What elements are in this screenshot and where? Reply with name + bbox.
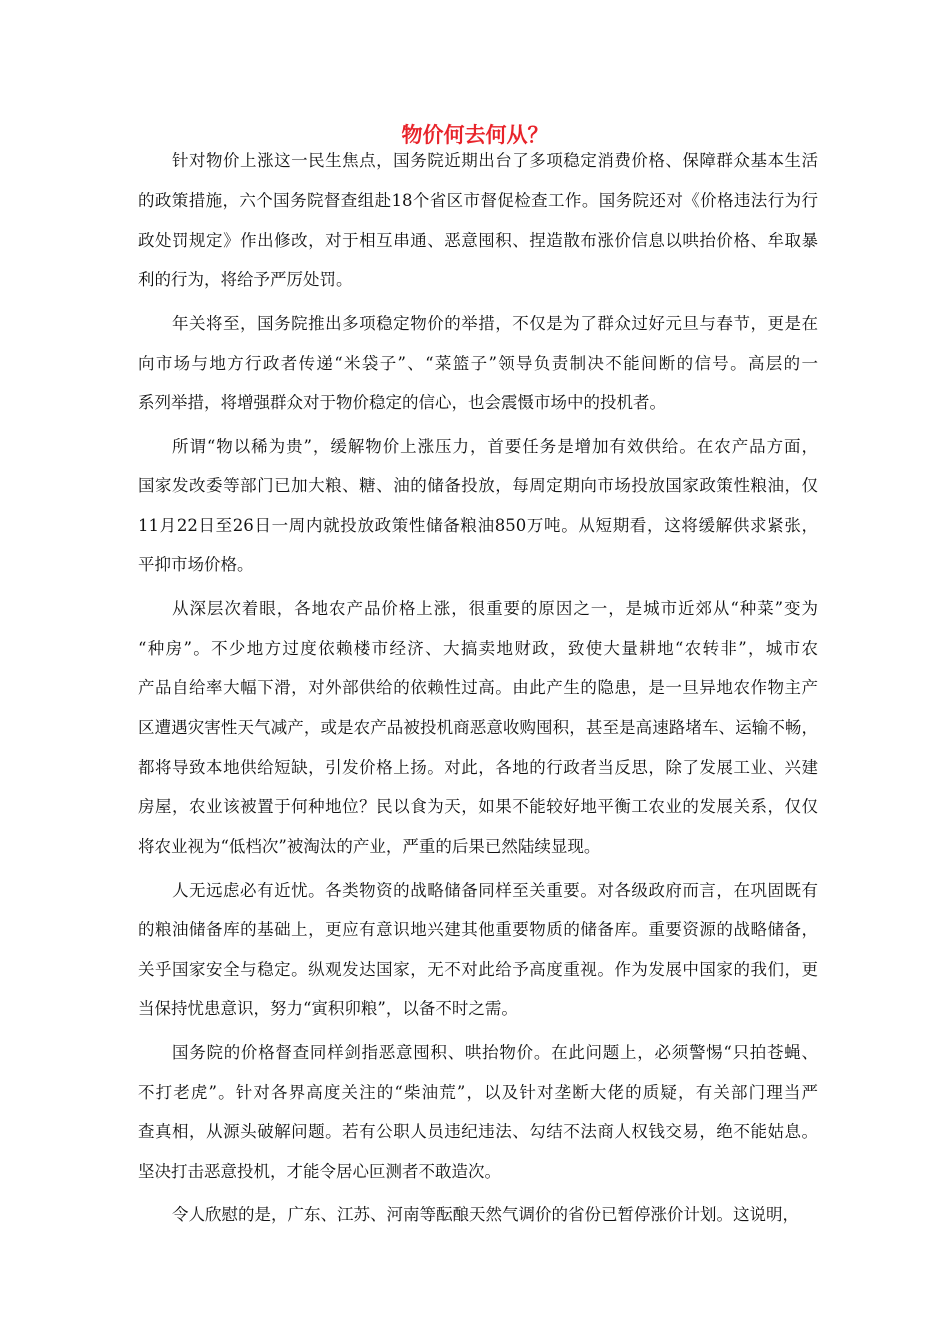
paragraph-3-line-2: 国家发改委等部门已加大粮、糖、油的储备投放，每周定期向市场投放国家政策性粮油，仅: [138, 476, 818, 495]
paragraph-5-line-1: 人无远虑必有近忧。各类物资的战略储备同样至关重要。对各级政府而言，在巩固既有: [172, 881, 818, 900]
paragraph-3-line-4: 平抑市场价格。: [138, 555, 254, 574]
paragraph-4-line-5: 都将导致本地供给短缺，引发价格上扬。对此，各地的行政者当反思，除了发展工业、兴建: [138, 758, 818, 777]
paragraph-2-line-3: 系列举措，将增强群众对于物价稳定的信心，也会震慑市场中的投机者。: [138, 393, 666, 412]
paragraph-5-line-3: 关乎国家安全与稳定。纵观发达国家，无不对此给予高度重视。作为发展中国家的我们，更: [138, 960, 818, 979]
paragraph-6-line-3: 查真相，从源头破解问题。若有公职人员违纪违法、勾结不法商人权钱交易，绝不能姑息。: [138, 1122, 818, 1141]
paragraph-1-line-3: 政处罚规定》作出修改，对于相互串通、恶意囤积、捏造散布涨价信息以哄抬价格、牟取暴: [138, 231, 818, 250]
paragraph-4-line-7: 将农业视为“低档次”被淘汰的产业，严重的后果已然陆续显现。: [138, 837, 601, 856]
paragraph-6-line-1: 国务院的价格督查同样剑指恶意囤积、哄抬物价。在此问题上，必须警惕“只拍苍蝇、: [172, 1043, 818, 1062]
paragraph-3-line-1: 所谓“物以稀为贵”，缓解物价上涨压力，首要任务是增加有效供给。在农产品方面，: [172, 437, 818, 456]
paragraph-7-line-1: 令人欣慰的是，广东、江苏、河南等酝酿天然气调价的省份已暂停涨价计划。这说明，: [172, 1205, 799, 1224]
document-title: 物价何去何从？: [401, 122, 549, 147]
paragraph-1-line-1: 针对物价上涨这一民生焦点，国务院近期出台了多项稳定消费价格、保障群众基本生活: [172, 151, 818, 170]
paragraph-2-line-1: 年关将至，国务院推出多项稳定物价的举措，不仅是为了群众过好元旦与春节，更是在: [172, 314, 818, 333]
paragraph-2-line-2: 向市场与地方行政者传递“米袋子”、“菜篮子”领导负责制决不能间断的信号。高层的一: [138, 354, 818, 373]
paragraph-4-line-3: 产品自给率大幅下滑，对外部供给的依赖性过高。由此产生的隐患，是一旦异地农作物主产: [138, 678, 818, 697]
paragraph-4-line-1: 从深层次着眼，各地农产品价格上涨，很重要的原因之一，是城市近郊从“种菜”变为: [172, 599, 818, 618]
paragraph-1-line-4: 利的行为，将给予严厉处罚。: [138, 270, 353, 289]
paragraph-1-line-2: 的政策措施，六个国务院督查组赴18个省区市督促检查工作。国务院还对《价格违法行为行: [138, 191, 818, 210]
paragraph-3-line-3: 11月22日至26日一周内就投放政策性储备粮油850万吨。从短期看，这将缓解供求紧张，: [138, 516, 818, 535]
paragraph-4-line-2: “种房”。不少地方过度依赖楼市经济、大搞卖地财政，致使大量耕地“农转非”，城市农: [138, 639, 818, 658]
paragraph-4-line-4: 区遭遇灾害性天气减产，或是农产品被投机商恶意收购囤积，甚至是高速路堵车、运输不畅，: [138, 718, 818, 737]
paragraph-6-line-2: 不打老虎”。针对各界高度关注的“柴油荒”，以及针对垄断大佬的质疑，有关部门理当严: [138, 1083, 818, 1102]
paragraph-5-line-4: 当保持忧患意识，努力“寅积卯粮”，以备不时之需。: [138, 999, 518, 1018]
paragraph-6-line-4: 坚决打击恶意投机，才能令居心叵测者不敢造次。: [138, 1162, 501, 1181]
paragraph-5-line-2: 的粮油储备库的基础上，更应有意识地兴建其他重要物质的储备库。重要资源的战略储备，: [138, 920, 818, 939]
paragraph-4-line-6: 房屋，农业该被置于何种地位？民以食为天，如果不能较好地平衡工农业的发展关系，仅仅: [138, 797, 818, 816]
